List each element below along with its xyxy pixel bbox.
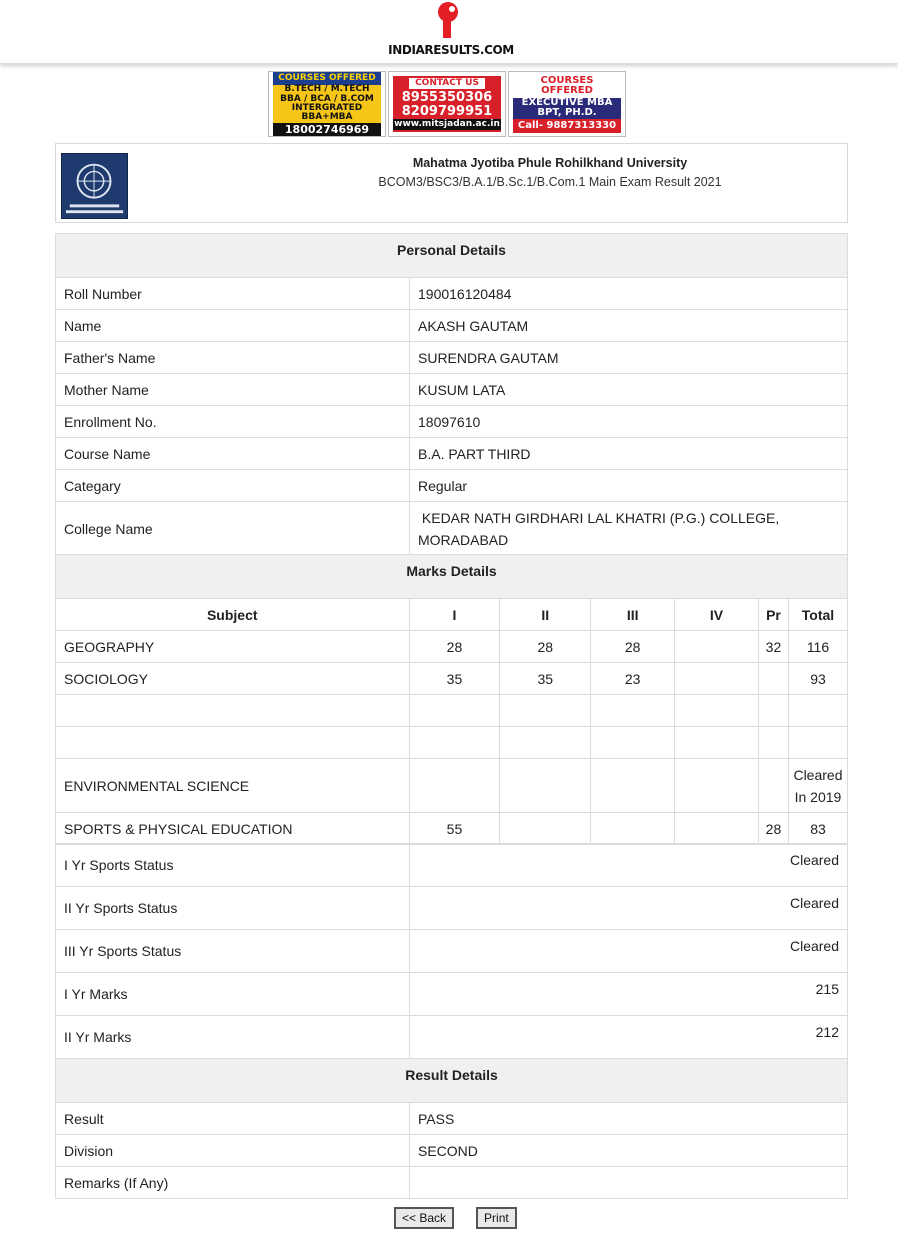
total-cell: [788, 727, 847, 759]
indiaresults-logo[interactable]: [388, 0, 514, 62]
total-cell: 83: [788, 813, 847, 845]
mark-cell: [758, 759, 788, 813]
summary-label: II Yr Marks: [56, 1016, 410, 1059]
mark-cell: 28: [500, 631, 591, 663]
ad-line: EXECUTIVE MBA: [521, 96, 613, 108]
table-row: [56, 695, 848, 727]
roll-number-value: 190016120484: [410, 278, 848, 310]
mark-cell: [500, 813, 591, 845]
table-row: [56, 278, 848, 310]
table-row: [56, 438, 848, 470]
college-value: KEDAR NATH GIRDHARI LAL KHATRI (P.G.) COLLEGE, MORADABAD: [410, 502, 848, 556]
subject-cell: [56, 727, 410, 759]
field-label: College Name: [56, 502, 410, 556]
table-row: [56, 887, 848, 930]
section-title-marks: Marks Details: [56, 555, 848, 599]
logo-mark-icon: [434, 0, 464, 40]
ad-line: COURSES OFFERED: [273, 72, 381, 85]
mark-cell: [591, 727, 675, 759]
mark-cell: [591, 813, 675, 845]
ad-line: CONTACT US: [409, 78, 485, 89]
table-row: [56, 930, 848, 973]
subject-cell: [56, 695, 410, 727]
marks-summary-table: [55, 843, 848, 1059]
field-label: Mother Name: [56, 374, 410, 406]
table-row: [56, 1103, 848, 1135]
column-header: III: [591, 599, 675, 631]
mark-cell: [675, 663, 759, 695]
ad-line: B.TECH / M.TECH: [284, 84, 370, 95]
personal-details-table: [55, 233, 848, 556]
name-value: AKASH GAUTAM: [410, 310, 848, 342]
result-value: PASS: [410, 1103, 848, 1135]
mark-cell: [500, 759, 591, 813]
university-emblem-icon: [61, 153, 128, 219]
mark-cell: 23: [591, 663, 675, 695]
subject-cell: SOCIOLOGY: [56, 663, 410, 695]
ad-line: INTERGRATED BBA+MBA: [291, 102, 363, 123]
summary-value: 215: [410, 973, 848, 1016]
mark-cell: [591, 695, 675, 727]
mother-name-value: KUSUM LATA: [410, 374, 848, 406]
mark-cell: [409, 695, 500, 727]
table-row: [56, 631, 848, 663]
summary-value: Cleared: [410, 887, 848, 930]
field-label: Enrollment No.: [56, 406, 410, 438]
exam-title: BCOM3/BSC3/B.A.1/B.Sc.1/B.Com.1 Main Exam Result 2021: [378, 175, 722, 189]
mark-cell: 32: [758, 631, 788, 663]
ad-line: www.mitsjadan.ac.in: [394, 118, 500, 129]
father-name-value: SURENDRA GAUTAM: [410, 342, 848, 374]
ad-line: 8955350306: [401, 90, 493, 106]
ad-line: 18002746969: [273, 123, 381, 137]
field-label: Course Name: [56, 438, 410, 470]
table-row: [56, 502, 848, 556]
section-title-result: Result Details: [56, 1059, 848, 1103]
subject-cell: SPORTS & PHYSICAL EDUCATION: [56, 813, 410, 845]
summary-label: I Yr Sports Status: [56, 844, 410, 887]
subject-cell: GEOGRAPHY: [56, 631, 410, 663]
marks-details-table: [55, 554, 848, 845]
table-row: [56, 1135, 848, 1167]
mark-cell: [758, 727, 788, 759]
section-title-personal: Personal Details: [56, 234, 848, 278]
column-header: Subject: [56, 599, 410, 631]
mark-cell: [675, 813, 759, 845]
university-header: [55, 143, 848, 223]
mark-cell: [591, 759, 675, 813]
action-buttons: [394, 1207, 517, 1229]
mark-cell: [675, 727, 759, 759]
column-header: II: [500, 599, 591, 631]
mark-cell: [409, 759, 500, 813]
field-label: Name: [56, 310, 410, 342]
table-row: [56, 844, 848, 887]
subject-cell: ENVIRONMENTAL SCIENCE: [56, 759, 410, 813]
ad-line: 8209799951: [401, 104, 493, 119]
ad-line: Call- 9887313330: [513, 119, 621, 134]
total-cell: 93: [788, 663, 847, 695]
field-label: Father's Name: [56, 342, 410, 374]
summary-value: Cleared: [410, 930, 848, 973]
mark-cell: 28: [591, 631, 675, 663]
table-row: [56, 973, 848, 1016]
site-header: [0, 0, 898, 64]
summary-label: III Yr Sports Status: [56, 930, 410, 973]
course-value: B.A. PART THIRD: [410, 438, 848, 470]
total-cell: [788, 695, 847, 727]
table-row: [56, 727, 848, 759]
column-header: Total: [788, 599, 847, 631]
table-row: [56, 470, 848, 502]
mark-cell: [758, 695, 788, 727]
table-row: [56, 310, 848, 342]
field-label: Result: [56, 1103, 410, 1135]
table-row: [56, 342, 848, 374]
column-header: I: [409, 599, 500, 631]
mark-cell: 28: [758, 813, 788, 845]
ad-banner-courses-btech[interactable]: [268, 71, 386, 137]
mark-cell: 28: [409, 631, 500, 663]
summary-value: Cleared: [410, 844, 848, 887]
ad-line: BPT, PH.D.: [537, 107, 597, 119]
field-label: Remarks (If Any): [56, 1167, 410, 1199]
table-row: [56, 813, 848, 845]
summary-label: II Yr Sports Status: [56, 887, 410, 930]
summary-label: I Yr Marks: [56, 973, 410, 1016]
mark-cell: 35: [409, 663, 500, 695]
table-row: [56, 759, 848, 813]
mark-cell: [500, 695, 591, 727]
column-header: Pr: [758, 599, 788, 631]
table-row: [56, 1167, 848, 1199]
ad-banner-contact[interactable]: [388, 71, 506, 137]
mark-cell: [675, 631, 759, 663]
back-button[interactable]: << Back: [394, 1207, 454, 1229]
marks-header-row: [56, 599, 848, 631]
field-label: Categary: [56, 470, 410, 502]
total-cell: Cleared In 2019: [788, 759, 847, 813]
category-value: Regular: [410, 470, 848, 502]
ad-banner-courses-mba[interactable]: [508, 71, 626, 137]
ad-line: COURSES OFFERED: [513, 75, 621, 98]
field-label: Roll Number: [56, 278, 410, 310]
table-row: [56, 663, 848, 695]
table-row: [56, 1016, 848, 1059]
logo-text: INDIARESULTS.COM: [388, 43, 514, 57]
university-name: Mahatma Jyotiba Phule Rohilkhand University: [412, 156, 688, 170]
remarks-value: [410, 1167, 848, 1199]
column-header: IV: [675, 599, 759, 631]
division-value: SECOND: [410, 1135, 848, 1167]
ad-line: BBA / BCA / B.COM: [280, 93, 374, 104]
print-button[interactable]: Print: [476, 1207, 517, 1229]
ad-banners: [268, 71, 630, 137]
total-cell: 116: [788, 631, 847, 663]
mark-cell: [409, 727, 500, 759]
mark-cell: [500, 727, 591, 759]
mark-cell: [758, 663, 788, 695]
field-label: Division: [56, 1135, 410, 1167]
mark-cell: [675, 759, 759, 813]
mark-cell: 55: [409, 813, 500, 845]
mark-cell: 35: [500, 663, 591, 695]
enrollment-value: 18097610: [410, 406, 848, 438]
summary-value: 212: [410, 1016, 848, 1059]
table-row: [56, 374, 848, 406]
mark-cell: [675, 695, 759, 727]
result-details-table: [55, 1058, 848, 1199]
table-row: [56, 406, 848, 438]
